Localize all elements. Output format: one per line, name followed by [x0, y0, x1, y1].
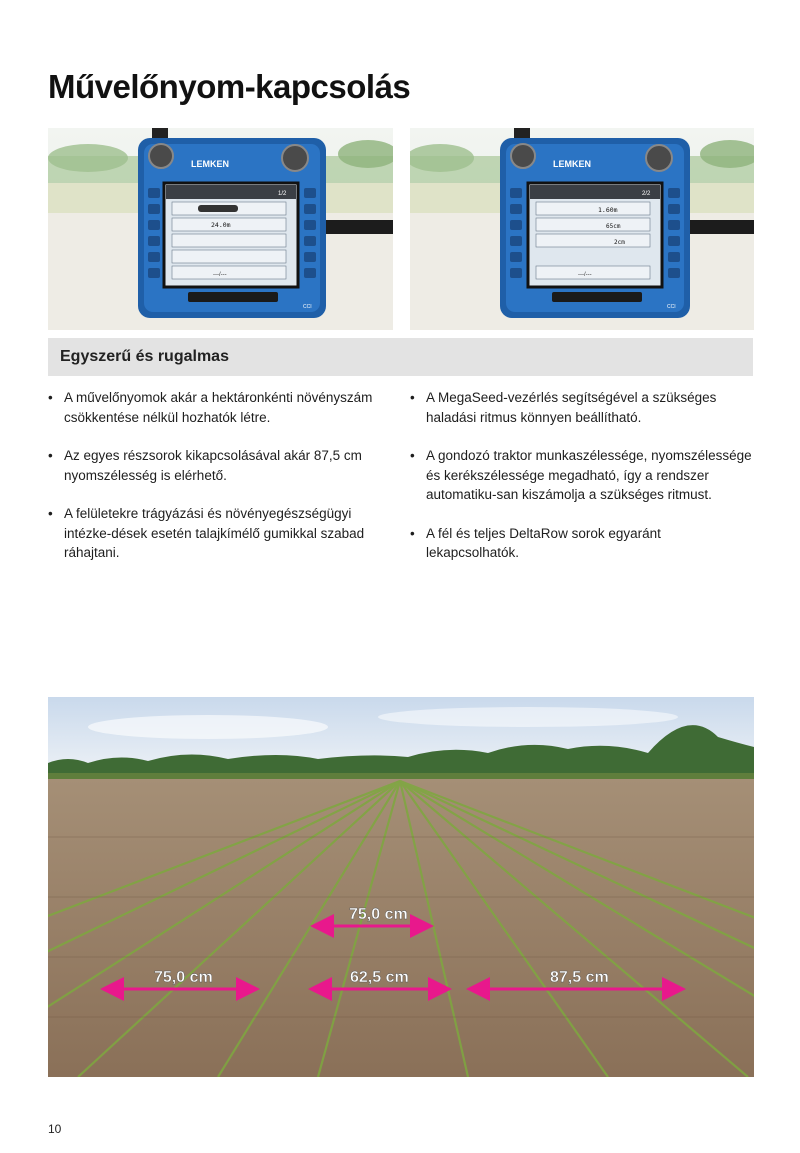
lemken-logo: LEMKEN: [553, 159, 591, 169]
dimension-label-middle: 62,5 cm: [350, 969, 409, 986]
terminal-device: [138, 138, 326, 318]
section-heading: Egyszerű és rugalmas: [60, 348, 229, 365]
svg-text:2/2: 2/2: [642, 191, 651, 197]
svg-text:2cm: 2cm: [614, 239, 625, 246]
dimension-label-right: 87,5 cm: [550, 969, 609, 986]
bullet-list-left: [48, 388, 393, 582]
lemken-logo: LEMKEN: [191, 159, 229, 169]
svg-text:---/---: ---/---: [213, 272, 227, 278]
svg-text:CCI: CCI: [303, 304, 312, 310]
list-item: • A felületekre trágyázási és növényegészségügyi intézke-dések esetén talajkímélő gumikkal szabad ráhajtani.: [48, 504, 393, 563]
dimension-label-top: 75,0 cm: [349, 906, 408, 923]
terminal-device: [500, 138, 690, 318]
svg-text:65cm: 65cm: [606, 223, 621, 230]
list-item: • A fél és teljes DeltaRow sorok egyaránt lekapcsolhatók.: [410, 524, 754, 563]
terminal-photo-left: [48, 128, 393, 330]
svg-text:24.0m: 24.0m: [211, 221, 231, 229]
terminal-photo-right: [410, 128, 754, 330]
list-item: • Az egyes részsorok kikapcsolásával akár 87,5 cm nyomszélesség is elérhető.: [48, 446, 393, 485]
svg-text:1.60m: 1.60m: [598, 206, 618, 214]
svg-text:---/---: ---/---: [578, 272, 592, 278]
field-photo: [48, 697, 754, 1077]
list-item: • A művelőnyomok akár a hektáronkénti növényszám csökkentése nélkül hozhatók létre.: [48, 388, 393, 427]
bullet-list-right: [410, 388, 754, 582]
dimension-label-left: 75,0 cm: [154, 969, 213, 986]
list-item: • A MegaSeed-vezérlés segítségével a szükséges haladási ritmus könnyen beállítható.: [410, 388, 754, 427]
page-number: 10: [48, 1122, 62, 1136]
svg-text:1/2: 1/2: [278, 191, 287, 197]
page-title: Művelőnyom-kapcsolás: [48, 68, 411, 105]
svg-text:CCI: CCI: [667, 304, 676, 310]
section-heading-bar: [48, 338, 753, 376]
list-item: • A gondozó traktor munkaszélessége, nyomszélessége és kerékszélessége megadható, így a rendszer automatiku-san kiszámolja a szükséges ritmust.: [410, 446, 754, 505]
